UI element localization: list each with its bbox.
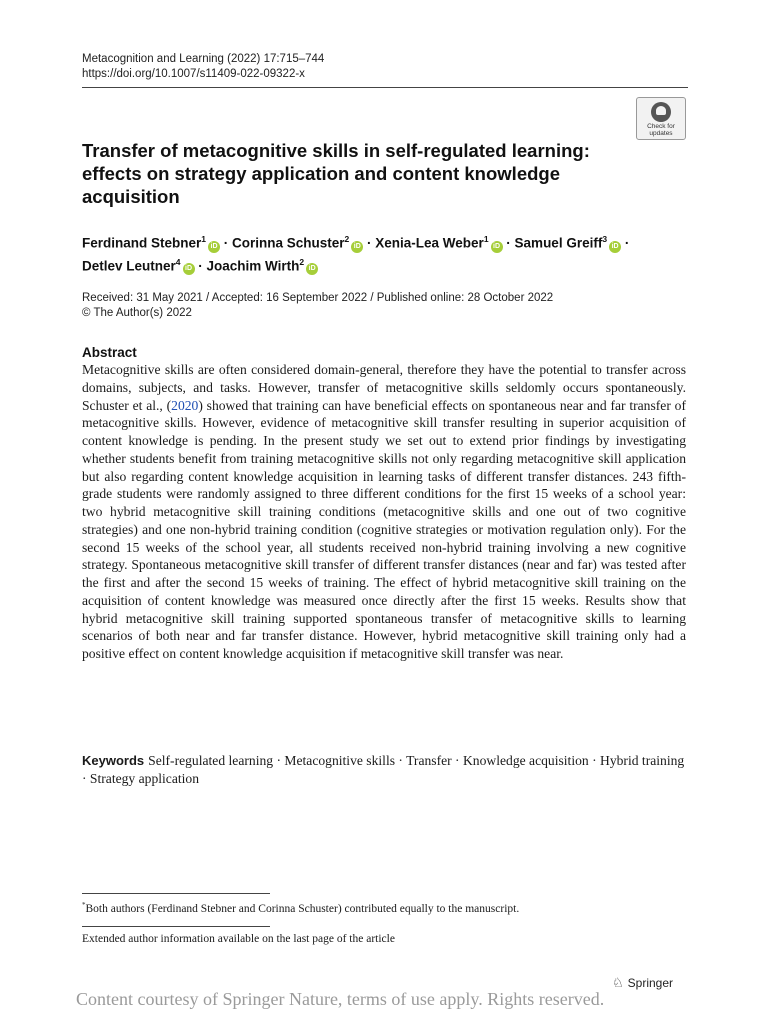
citation-link[interactable]: 2020: [171, 397, 199, 413]
keywords-label: Keywords: [82, 753, 145, 768]
check-badge-line1: Check for: [647, 123, 675, 130]
journal-citation: Metacognition and Learning (2022) 17:715–744: [82, 53, 325, 65]
author-list: [82, 230, 692, 275]
author-name[interactable]: Detlev Leutner: [82, 258, 176, 273]
springer-horse-icon: ♘: [612, 975, 624, 990]
author-separator: ·: [363, 235, 376, 251]
journal-header: [82, 52, 324, 82]
keywords-block: [82, 752, 686, 788]
crossmark-icon: [651, 102, 671, 122]
abstract-body: [82, 361, 686, 663]
orcid-icon[interactable]: iD: [208, 241, 220, 253]
abstract-text: ) showed that training can have beneficial effects on spontaneous near and far transfer of metacognitive skills. However, evidence of metacognitive skill transfer resulting in superior acquisition of content knowledge is pending. In the present study we set out to extend prior findings by investigating whether students benefit from training metacognitive skills not only regarding metacognitive skill application but also regarding content knowledge acquisition in learning tasks of different transfer distances. 243 fifth-grade students were randomly assigned to three different conditions for the first 15 weeks of a school year: two hybrid metacognitive skill training conditions (metacognitive skills and one out of two cognitive strategies) and one non-hybrid training condition (cognitive strategies or motivation regulation only). For the second 15 weeks of the school year, all students received non-hybrid training involving a new cognitive strategy. Spontaneous metacognitive skill transfer of different transfer distances (near and far) was tested after the first and after the second 15 weeks of training. The effect of hybrid metacognitive skill training on the acquisition of content knowledge was measured once directly after the first 15 weeks. Results show that hybrid metacognitive skill training supported spontaneous transfer of metacognitive skills to learning scenarios of both near and far transfer distance. However, hybrid metacognitive skill training only had a positive effect on content knowledge acquisition if metacognitive skill transfer was near.: [82, 397, 686, 661]
orcid-icon[interactable]: iD: [609, 241, 621, 253]
author-affiliation: 2: [299, 256, 305, 267]
orcid-icon[interactable]: iD: [491, 241, 503, 253]
author-affiliation: 1: [201, 234, 206, 244]
orcid-icon[interactable]: iD: [306, 263, 318, 275]
publisher-name: Springer: [627, 976, 674, 990]
footnote-divider: [82, 926, 270, 927]
courtesy-watermark: Content courtesy of Springer Nature, terms of use apply. Rights reserved.: [76, 989, 605, 1009]
keywords-text: Self-regulated learning · Metacognitive skills · Transfer · Knowledge acquisition · Hybrid training · Strategy application: [82, 753, 685, 786]
history-dates: Received: 31 May 2021 / Accepted: 16 September 2022 / Published online: 28 October 2022: [82, 292, 554, 304]
author-name[interactable]: Joachim Wirth: [206, 258, 300, 273]
author-separator: ·: [194, 258, 207, 273]
footnote-mark: *: [82, 901, 86, 909]
author-name[interactable]: Samuel Greiff: [514, 235, 603, 251]
author-name[interactable]: Corinna Schuster: [232, 235, 345, 251]
footnote-divider: [82, 893, 270, 894]
copyright-line: © The Author(s) 2022: [82, 307, 192, 319]
header-divider: [82, 87, 688, 88]
abstract-heading: Abstract: [82, 345, 137, 360]
author-affiliation: 3: [602, 234, 608, 244]
author-affiliation: 4: [175, 256, 181, 267]
abstract-text: Metacognitive skills are often considered domain-general, therefore they have the potential to transfer across domains, subjects, and tasks. However, transfer of metacognitive skills seldomly occurs spontaneously. Schuster et al., (: [82, 362, 686, 413]
author-separator: ·: [502, 235, 515, 251]
doi-link[interactable]: https://doi.org/10.1007/s11409-022-09322-x: [82, 68, 305, 80]
orcid-icon[interactable]: iD: [183, 263, 195, 275]
author-name[interactable]: Xenia-Lea Weber: [375, 235, 484, 251]
article-title: Transfer of metacognitive skills in self-regulated learning: effects on strategy application and content knowledge acquisition: [82, 140, 590, 207]
author-name[interactable]: Ferdinand Stebner: [82, 235, 202, 251]
footnote-equal-contribution: [82, 898, 519, 917]
author-separator: ·: [621, 235, 630, 251]
publication-dates: [82, 291, 553, 321]
footnote-author-info: Extended author information available on the last page of the article: [82, 933, 395, 945]
footnote-text: Both authors (Ferdinand Stebner and Corinna Schuster) contributed equally to the manuscript.: [85, 902, 520, 915]
orcid-icon[interactable]: iD: [351, 241, 363, 253]
author-affiliation: 1: [483, 234, 489, 244]
author-separator: ·: [220, 235, 232, 251]
check-for-updates-badge[interactable]: [636, 97, 686, 140]
check-badge-line2: updates: [649, 130, 673, 137]
author-affiliation: 2: [344, 234, 350, 244]
